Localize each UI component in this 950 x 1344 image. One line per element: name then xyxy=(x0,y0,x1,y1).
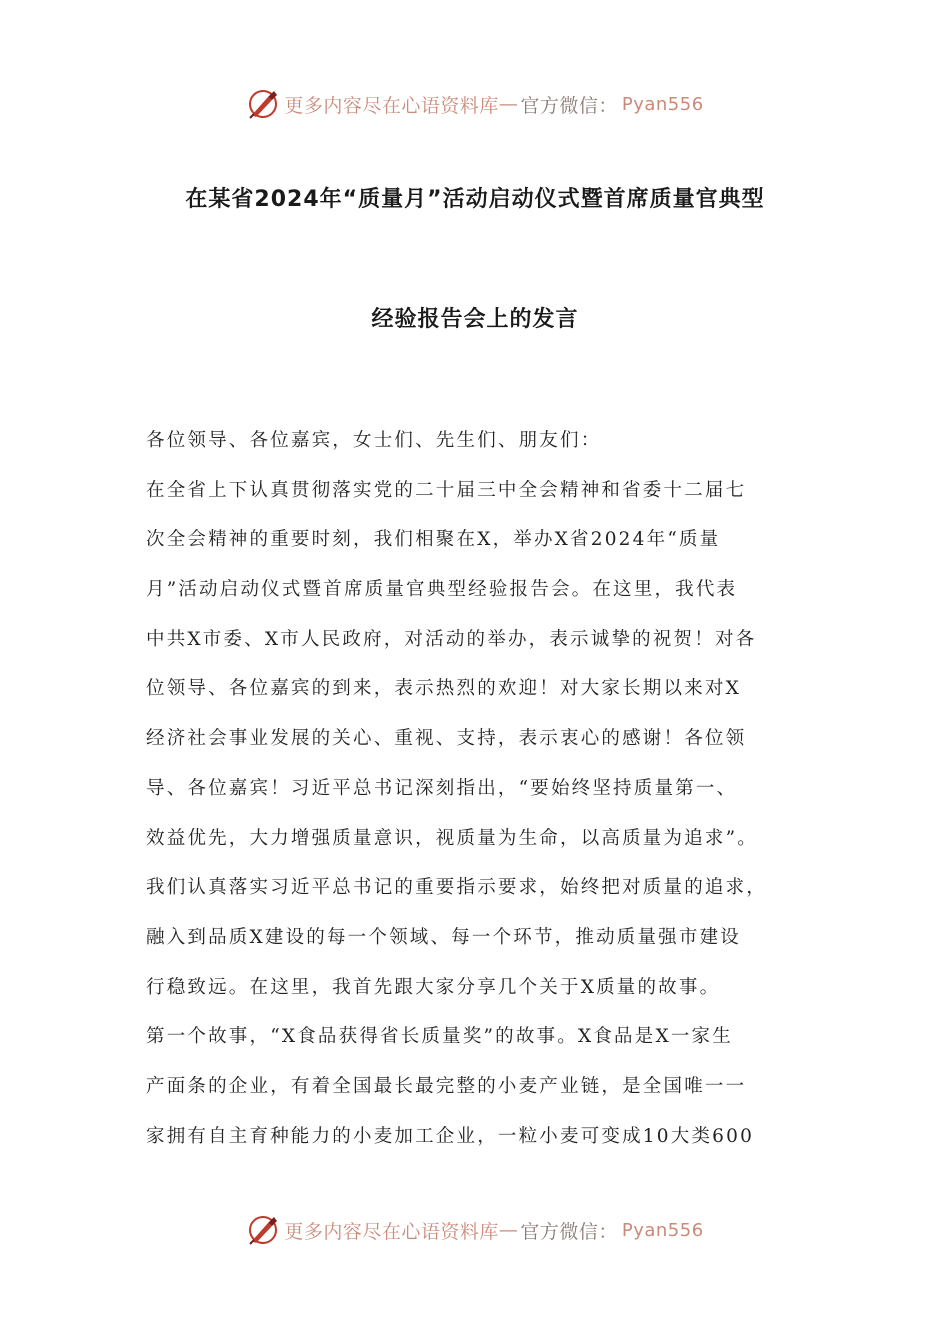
body-line: 产面条的企业，有着全国最长最完整的小麦产业链，是全国唯一一 xyxy=(146,1075,747,1097)
document-title-line-2: 经验报告会上的发言 xyxy=(371,307,579,332)
pen-logo-icon xyxy=(246,87,280,121)
body-line: 家拥有自主育种能力的小麦加工企业，一粒小麦可变成10大类600 xyxy=(146,1125,755,1147)
body-line: 月”活动启动仪式暨首席质量官典型经验报告会。在这里，我代表 xyxy=(146,579,738,601)
watermark-wechat-id: Pyan556 xyxy=(621,93,704,115)
document-title-line-1: 在某省2024年“质量月”活动启动仪式暨首席质量官典型 xyxy=(185,187,765,212)
body-line: 经济社会事业发展的关心、重视、支持，表示衷心的感谢！各位领 xyxy=(146,728,747,750)
document-body xyxy=(146,416,816,1161)
body-line: 中共X市委、X市人民政府，对活动的举办，表示诚挚的祝贺！对各 xyxy=(146,628,757,650)
body-line: 次全会精神的重要时刻，我们相聚在X，举办X省2024年“质量 xyxy=(146,529,721,551)
watermark-wechat-id: Pyan556 xyxy=(621,1219,704,1241)
body-line: 行稳致远。在这里，我首先跟大家分享几个关于X质量的故事。 xyxy=(146,976,721,998)
body-line: 在全省上下认真贯彻落实党的二十届三中全会精神和省委十二届七 xyxy=(146,479,747,501)
pen-logo-icon xyxy=(246,1213,280,1247)
body-line: 导、各位嘉宾！习近平总书记深刻指出，“要始终坚持质量第一、 xyxy=(146,777,738,799)
footer-watermark xyxy=(0,1210,950,1250)
body-line: 第一个故事，“X食品获得省长质量奖”的故事。X食品是X一家生 xyxy=(146,1026,733,1048)
header-watermark xyxy=(0,84,950,124)
watermark-dash: — xyxy=(498,1219,519,1241)
watermark-wechat-label: 官方微信： xyxy=(520,94,618,117)
watermark-main-text: 更多内容尽在心语资料库 xyxy=(284,1220,499,1243)
body-line: 我们认真落实习近平总书记的重要指示要求，始终把对质量的追求， xyxy=(146,877,768,899)
watermark-wechat-label: 官方微信： xyxy=(520,1220,618,1243)
body-line: 融入到品质X建设的每一个领域、每一个环节，推动质量强市建设 xyxy=(146,926,741,948)
body-line: 效益优先，大力增强质量意识，视质量为生命，以高质量为追求”。 xyxy=(146,827,758,849)
body-line: 各位领导、各位嘉宾，女士们、先生们、朋友们： xyxy=(146,430,602,451)
body-line: 位领导、各位嘉宾的到来，表示热烈的欢迎！对大家长期以来对X xyxy=(146,678,741,700)
watermark-main-text: 更多内容尽在心语资料库 xyxy=(284,94,499,117)
watermark-dash: — xyxy=(498,93,519,115)
